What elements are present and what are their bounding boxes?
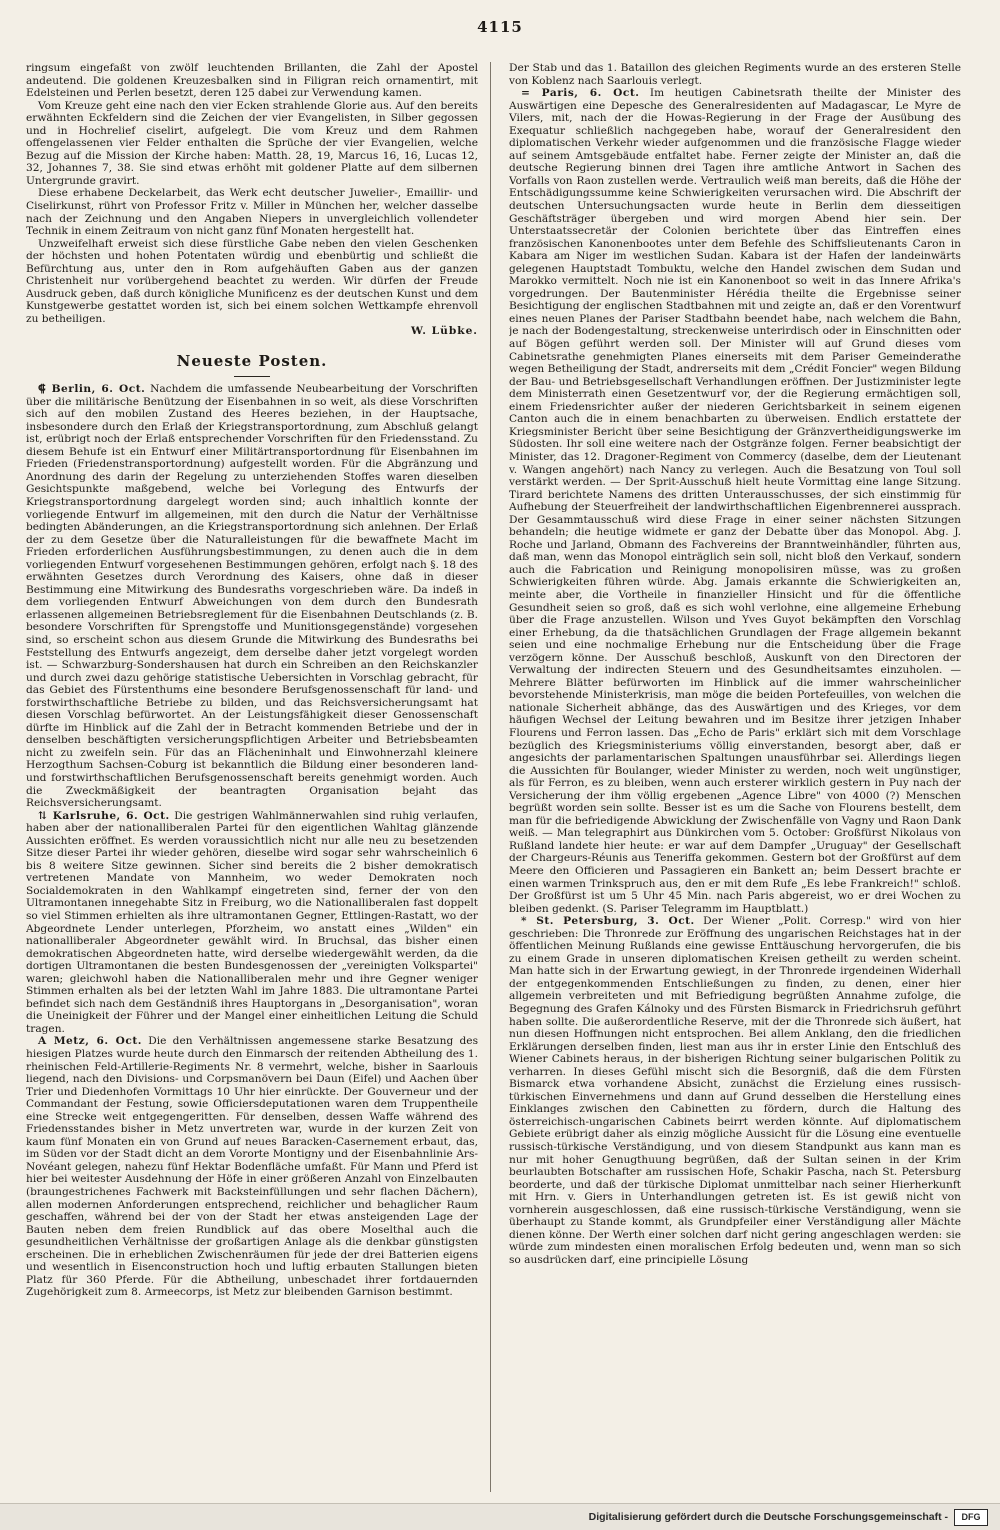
dateline: * St. Petersburg, 3. Oct. [521,915,695,928]
left-column [26,62,478,1492]
article-text: Die den Verhältnissen angemessene starke Besatzung des hiesigen Platzes wurde heute durch den Einmarsch der reitenden Abtheilung des 1. rheinischen Feld-Artillerie-Regiments Nr. 8 vermehrt, welche, bisher in Saarlouis liegend, nach den Divisions- und Corpsmanövern bei Daun (Eifel) und Aachen über Trier und Diedenhofen Vormittags 10 Uhr hier einrückte. Der Gouverneur und der Commandant der Festung, sowie Officiersdeputationen waren dem Truppentheile eine Strecke weit entgegengeritten. Für denselben, dessen Waffe während des Friedensstandes bisher in Metz unvertreten war, wurde in der kurzen Zeit von kaum fünf Monaten ein von Grund auf neues Baracken-Casernement erbaut, das, im Süden vor der Stadt dicht an dem Vororte Montigny und der Eisenbahnlinie Ars-Novéant gelegen, nahezu fünf Hektar Bodenfläche umfaßt. Für Mann und Pferd ist hier bei weitester Ausdehnung der Höfe in einer größeren Anzahl von Einzelbauten (braungestrichenes Fachwerk mit Backsteinfüllungen und sehr flachen Dächern), allen modernen Anforderungen entsprechend, reichlicher und behaglicher Raum geschaffen, während bei der von der Stadt her etwas ansteigenden Lage der Bauten neben dem freien Rundblick auf das obere Moselthal auch die gesundheitlichen Verhältnisse der großartigen Anlage als die denkbar günstigsten erscheinen. Die in erheblichen Zwischenräumen für jede der drei Batterien eigens und wesentlich in Eisenconstruction hoch und luftig erbauten Stallungen bieten Platz für 360 Pferde. Für die Abtheilung, unbeschadet ihrer fortdauernden Zugehörigkeit zum 8. Armeecorps, ist Metz zur bleibenden Garnison bestimmt. [26,1035,478,1299]
article-text: Die gestrigen Wahlmännerwahlen sind ruhig verlaufen, haben aber der nationalliberalen Partei für den eigentlichen Wahltag glänzende Aussichten eröffnet. Es werden voraussichtlich nicht nur alle neu zu besetzenden Sitze dieser Partei ihr wieder gehören, dieselbe wird sogar sehr wahrscheinlich 6 bis 8 weitere Sitze gewinnen. Sicher sind bereits die 2 bisher demokratisch vertretenen Mandate von Mannheim, wo weder Demokraten noch Socialdemokraten in den Wahlkampf eingetreten sind, ferner der von den Ultramontanen innegehabte Sitz in Freiburg, wo die Nationalliberalen fast doppelt so viel Stimmen erhielten als ihre ultramontanen Gegner, Ettlingen-Rastatt, wo der Abgeordnete Lender unterlegen, Pforzheim, wo anstatt eines „Wilden" ein nationalliberaler Abgeordneter gewählt wird. In Bruchsal, das bisher einen demokratischen Abgeordneten hatte, wird derselbe wiedergewählt werden, da die dortigen Ultramontanen die besten Bundesgenossen der „vereinigten Volkspartei" waren; gleichwohl haben die Nationalliberalen mehr und ihre Gegner weniger Stimmen erhalten als bei der letzten Wahl im Jahre 1883. Die ultramontane Partei befindet sich nach dem Geständniß ihres Hauptorgans in „Desorganisation", woran die Uneinigkeit der Führer und der Mangel einer einheitlichen Leitung die Schuld tragen. [26,809,478,1035]
dateline: ⸿ Berlin, 6. Oct. [38,383,146,396]
intro-paragraph: ringsum eingefaßt von zwölf leuchtenden Brillanten, die Zahl der Apostel andeutend. Die goldenen Kreuzesbalken sind in Filigran reich ornamentirt, mit Edelsteinen und Perlen besetzt, deren 125 dabei zur Verwendung kamen. [26,62,478,100]
article-text: Im heutigen Cabinetsrath theilte der Minister des Auswärtigen eine Depesche des Generalresidenten auf Madagascar, Le Myre de Vilers, mit, nach der die Howas-Regierung in der Frage der Ausübung des Exequatur schließlich nachgegeben habe, worauf der Generalresident den diplomatischen Verkehr wieder aufgenommen und die französische Flagge wieder auf seinem Amtsgebäude entfaltet habe. Ferner zeigte der Minister an, daß die deutsche Regierung binnen drei Tagen ihre amtliche Antwort in Sachen des Vorfalls von Raon zustellen werde. Vertraulich weiß man bereits, daß die Höhe der Entschädigungssumme keine Schwierigkeiten verursachen wird. Die Abschrift der deutschen Untersuchungsacten wurde heute in Berlin dem diesseitigen Geschäftsträger übergeben und wird morgen Abend hier sein. Der Unterstaatssecretär der Colonien berichtete über das Eintreffen eines französischen Kanonenbootes unter dem Befehle des Schiffslieutenants Caron in Kabara am Niger im westlichen Sudan. Kabara ist der Hafen der landeinwärts gelegenen Hauptstadt Tombuktu, welche den Handel zwischen dem Sudan und Marokko vermittelt. Noch nie ist ein Kanonenboot so weit in das Innere Afrika's vorgedrungen. Der Bautenminister Hérédia theilte die Ergebnisse seiner Besichtigung der englischen Stadtbahnen mit und zeigte an, daß er den Vorentwurf eines neuen Planes der Pariser Stadtbahn beendet habe, nach welchem die Bahn, je nach der Bodengestaltung, streckenweise unterirdisch oder in Einschnitten oder auf Bögen geführt werden soll. Der Minister will auf Grund dieses vom Cabinetsrathe genehmigten Planes einerseits mit dem Pariser Gemeinderathe wegen Betheiligung der Stadt, andrerseits mit dem „Crédit Foncier" wegen Bildung der Bau- und Betriebsgesellschaft Verhandlungen eröffnen. Der Justizminister legte dem Ministerrath einen Gesetzentwurf vor, der die Regierung ermächtigen soll, einem Friedensrichter außer der niederen Gerichtsbarkeit in seinem eigenen Canton auch die in einem benachbarten zu überweisen. Endlich erstattete der Kriegsminister Bericht über seine Besichtigung der Gränzvertheidigungswerke im Südosten. Ihr soll eine weitere nach der Ostgränze folgen. Ferner beabsichtigt der Minister, das 12. Dragoner-Regiment von Commercy (daselbe, dem der Lieutenant v. Wangen angehört) nach Nancy zu verlegen. Auch die Besatzung von Toul soll verstärkt werden. — Der Sprit-Ausschuß hielt heute Vormittag eine lange Sitzung. Tirard berichtete Namens des dritten Unterausschusses, der sich einstimmig für Aufhebung der Steuerfreiheit der landwirthschaftlichen Eigenbrennerei aussprach. Der Gesammtausschuß wird diese Frage in einer seiner nächsten Sitzungen behandeln; die heutige widmete er ganz der Debatte über das Monopol. Abg. J. Roche und Jarland, Obmann des Fachvereins der Branntweinhändler, führten aus, daß man, wenn das Monopol einträglich sein soll, nicht bloß den Verkauf, sondern auch die Fabrication und Reinigung monopolisiren müsse, was zu großen Schwierigkeiten führen würde. Abg. Jamais erkannte die Schwierigkeiten an, meinte aber, die Vortheile in finanzieller Hinsicht und für die öffentliche Gesundheit seien so groß, daß es sich wohl verlohne, eine allgemeine Erhebung über die Frage anzustellen. Wilson und Yves Guyot bekämpften den Vorschlag einer Erhebung, da die thatsächlichen Grundlagen der Frage allgemein bekannt seien und eine nochmalige Erhebung nur die Entscheidung über die Frage verzögern könne. Der Ausschuß beschloß, Auskunft von den Directoren der Verwaltung der indirecten Steuern und des Gesundheitsamtes einzuholen. — Mehrere Blätter befürworten im Hinblick auf die immer wahrscheinlicher bevorstehende Ministerkrisis, man möge die beiden Portefeuilles, von welchen die nationale Sicherheit abhänge, das des Auswärtigen und des Krieges, vor dem häufigen Wechsel der Leitung bewahren und im Besitze ihrer jetzigen Inhaber Flourens und Ferron lassen. Das „Echo de Paris" erklärt sich mit dem Vorschlage bezüglich des Kriegsministeriums völlig einverstanden, besorgt aber, daß er angesichts der parlamentarischen Spaltungen unausführbar sei. Allerdings liegen die Aussichten für Boulanger, wieder Minister zu werden, noch weit ungünstiger, als für Ferron, es zu bleiben, wenn auch ersterer wirklich gestern in Puy nach der Versicherung der ihm völlig ergebenen „Agence Libre" von 4000 (?) Menschen begrüßt worden sein sollte. Besser ist es um die Sache von Flourens bestellt, dem man für die befriedigende Abwicklung der Zwischenfälle von Vagny und Raon Dank weiß. — Man telegraphirt aus Dünkirchen vom 5. October: Großfürst Nikolaus von Rußland landete hier heute: er war auf dem Dampfer „Uruguay" der Gesellschaft der Chargeurs-Réunis aus Teneriffa gekommen. Gestern bot der Großfürst auf dem Meere den Officieren und Passagieren ein Bankett an; beim Dessert brachte er einen warmen Trinkspruch aus, den er mit dem Rufe „Es lebe Frankreich!" schloß. Der Großfürst ist um 5 Uhr 45 Min. nach Paris abgereist, wo er drei Wochen zu bleiben gedenkt. (S. Pariser Telegramm im Hauptblatt.) [509,87,961,915]
article-text: Der Wiener „Polit. Corresp." wird von hier geschrieben: Die Thronrede zur Eröffnung des ungarischen Reichstages hat in der öffentlichen Meinung Rußlands eine gewisse Enttäuschung hervorgerufen, die bis zu einem Grade in unseren diplomatischen Kreisen getheilt zu werden scheint. Man hatte sich in der Erwartung gewiegt, in der Thronrede irgendeinen Widerhall der entgegenkommenden Entschließungen zu finden, zu denen, einer hier allgemein verbreiteten und mit Befriedigung begrüßten Annahme zufolge, die Begegnung des Grafen Kálnoky und des Fürsten Bismarck in Friedrichsruh geführt haben sollte. Die außerordentliche Reserve, mit der die Thronrede sich äußert, hat nun diesen Hoffnungen nicht entsprochen. Bei allem Anklang, den die friedlichen Erklärungen derselben finden, liest man aus ihr in erster Linie den Entschluß des Wiener Cabinets heraus, in der bisherigen Richtung seiner bulgarischen Politik zu verharren. In dieses Gefühl mischt sich die Besorgniß, daß die dem Fürsten Bismarck etwa vorhandene Absicht, zunächst die Erzielung eines russisch-türkischen Einvernehmens und dann auf Grund desselben die Herstellung eines Einklanges zwischen den Cabinetten zu fördern, durch die Haltung des österreichisch-ungarischen Cabinets beirrt werden könnte. Auf diplomatischem Gebiete erübrigt daher als einzig mögliche Aussicht für die Lösung eine eventuelle russisch-türkische Verständigung, und von diesem Standpunkt aus kann man es nur mit hoher Genugthuung begrüßen, daß der Sultan seinen in der Krim beurlaubten Botschafter am russischen Hofe, Schakir Pascha, nach St. Petersburg beorderte, und daß der türkische Diplomat unmittelbar nach seiner Hierherkunft mit Hrn. v. Giers in Unterhandlungen getreten ist. Es ist gewiß nicht von vornherein ausgeschlossen, daß eine russisch-türkische Verständigung, wenn sie überhaupt zu Stande kommt, als Grundpfeiler einer Verständigung aller Mächte dienen könne. Der Werth einer solchen darf nicht gering angeschlagen werden: sie würde zum mindesten einen moralischen Erfolg bedeuten und, wenn man so sich so ausdrücken darf, eine principielle Lösung [509,915,961,1266]
page-number: 4115 [477,18,523,36]
right-column [509,62,961,1492]
dateline: ⇅ Karlsruhe, 6. Oct. [38,809,170,822]
intro-paragraph: Diese erhabene Deckelarbeit, das Werk echt deutscher Juwelier-, Emaillir- und Ciselirkunst, rührt von Professor Fritz v. Miller in München her, welcher dasselbe nach der Zeichnung und den Angaben Niepers in unvergleichlich vollendeter Technik in einem Zeitraum von nicht ganz fünf Monaten hergestellt hat. [26,187,478,238]
article-text: Nachdem die umfassende Neubearbeitung der Vorschriften über die militärische Benützung der Eisenbahnen in so weit, als diese Vorschriften sich auf den mobilen Zustand des Heeres beziehen, in der Hauptsache, insbesondere durch den Erlaß der Kriegstransportordnung, zum Abschluß gelangt ist, erübrigt noch der Erlaß entsprechender Vorschriften für den Friedensstand. Zu diesem Behufe ist ein Entwurf einer Militärtransportordnung für Eisenbahnen im Frieden (Friedenstransportordnung) aufgestellt worden. Für die Abgränzung und Anordnung des darin der Regelung zu unterziehenden Stoffes waren dieselben Gesichtspunkte maßgebend, welche bei Vorlegung des Entwurfs der Kriegstransportordnung dargelegt worden sind; auch inhaltlich konnte der vorliegende Entwurf im allgemeinen, mit den durch die Natur der Verhältnisse bedingten Abänderungen, an die Kriegstransportordnung sich anlehnen. Der Erlaß der zu dem Gesetze über die Naturalleistungen für die bewaffnete Macht im Frieden erforderlichen Ausführungsbestimmungen, zu denen auch die in dem vorliegenden Entwurf vorgesehenen Bestimmungen gehören, erfolgt nach §. 18 des erwähnten Gesetzes durch Verordnung des Kaisers, ohne daß in dieser Bestimmung eine Mitwirkung des Bundesraths vorgeschrieben wäre. Da indeß in dem vorliegenden Entwurf Abweichungen von dem durch den Bundesrath erlassenen allgemeinen Betriebsreglement für die Eisenbahnen Deutschlands (z. B. besondere Vorschriften für Sprengstoffe und Munitionsgegenstände) vorgesehen sind, so erscheint schon aus diesem Grunde die Mitwirkung des Bundesraths bei Feststellung des Entwurfs angezeigt, dem derselbe daher jetzt vorgelegt worden ist. — Schwarzburg-Sondershausen hat durch ein Schreiben an den Reichskanzler und durch zwei dazu gehörige statistische Uebersichten in Vorschlag gebracht, für das Gebiet des Fürstenthums eine besondere Berufsgenossenschaft für land- und forstwirthschaftliche Betriebe zu bilden, und das Reichsversicherungsamt hat diesen Vorschlag befürwortet. An der Leistungsfähigkeit dieser Genossenschaft dürfte im Hinblick auf die Zahl der in Betracht kommenden Betriebe und der in denselben beschäftigten versicherungspflichtigen Arbeiter und Betriebsbeamten nicht zu zweifeln sein. Für das an Flächeninhalt und Einwohnerzahl kleinere Herzogthum Sachsen-Coburg ist bekanntlich die Bildung einer besonderen land- und forstwirthschaftlichen Berufsgenossenschaft bereits genehmigt worden. Auch die Zweckmäßigkeit der beantragten Organisation bejaht das Reichsversicherungsamt. [26,383,478,810]
signature: W. Lübke. [411,325,478,338]
footer-bar [0,1503,1000,1530]
footer-credit: Digitalisierung gefördert durch die Deutsche Forschungsgemeinschaft - [588,1511,948,1523]
dateline: A Metz, 6. Oct. [38,1035,142,1048]
article [26,1035,478,1298]
intro-paragraph: Unzweifelhaft erweist sich diese fürstliche Gabe neben den vielen Geschenken der höchsten und hohen Potentaten würdig und ebenbürtig und schließt die Befürchtung aus, unter den in Rom aufgehäuften Gaben aus der ganzen Christenheit nur vorübergehend beachtet zu werden. Wir dürfen der Freude Ausdruck geben, daß durch königliche Munificenz es der deutschen Kunst und dem Kunstgewerbe gestattet worden ist, sich bei einem solchen Wettkampfe ehrenvoll zu betheiligen. [26,237,478,325]
continuation-paragraph: Der Stab und das 1. Bataillon des gleichen Regiments wurde an des ersteren Stelle von Koblenz nach Saarlouis verlegt. [509,62,961,87]
dateline: = Paris, 6. Oct. [521,87,640,100]
column-divider [490,62,491,1492]
article [509,87,961,915]
article [26,383,478,810]
dfg-logo-icon: DFG [954,1509,988,1526]
article [26,810,478,1036]
article [509,915,961,1266]
section-rule [234,376,270,377]
intro-paragraph: Vom Kreuze geht eine nach den vier Ecken strahlende Glorie aus. Auf den bereits erwähnten Eckfeldern sind die Zeichen der vier Evangelisten, in Silber gegossen und in Hochrelief ciselirt, aufgelegt. Die vom Kreuz und dem Rahmen offengelassenen vier Felder enthalten die Sprüche der vier Evangelien, welche Bezug auf die Mission der Kirche haben: Matth. 28, 19, Marcus 16, 16, Lucas 12, 32, Johannes 7, 38. Sie sind etwas erhöht mit goldener Platte auf dem silbernen Untergrunde gravirt. [26,99,478,187]
section-heading: Neueste Posten. [176,352,328,371]
